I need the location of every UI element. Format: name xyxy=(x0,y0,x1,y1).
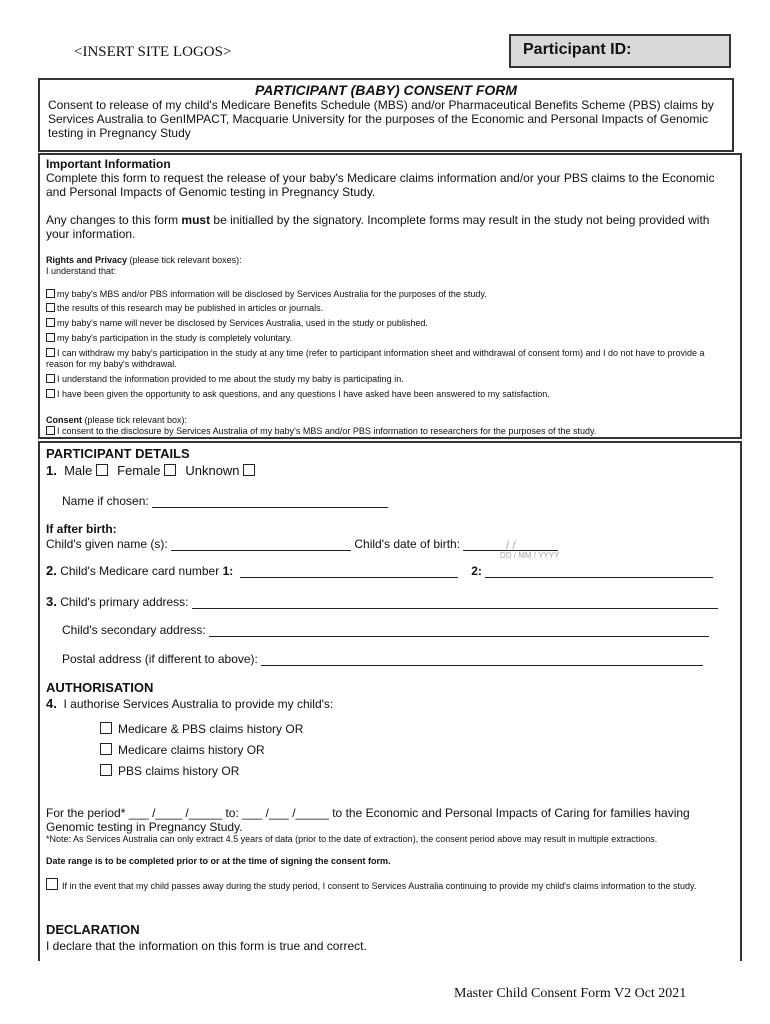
intro-text: Consent to release of my child's Medicare Benefits Schedule (MBS) and/or Pharmaceutical Benefits Scheme (PBS) claims by Services Australia to GenIMPACT, Macquarie University for the purposes of the Economic and Personal Impacts of Genomic testing in Pregnancy Study xyxy=(48,98,714,140)
gender-row: 1. Male Female Unknown xyxy=(46,463,257,478)
auth-option-checkbox[interactable] xyxy=(100,764,112,776)
secondary-address-field[interactable] xyxy=(209,624,709,637)
name-if-chosen-field[interactable] xyxy=(152,495,388,508)
given-name-row: Child's given name (s): Child's date of birth: / / xyxy=(46,537,558,551)
participant-id-label: Participant ID: xyxy=(523,41,632,58)
male-checkbox[interactable] xyxy=(96,464,108,476)
details-heading: PARTICIPANT DETAILS xyxy=(46,446,190,461)
female-checkbox[interactable] xyxy=(164,464,176,476)
rights-checkbox[interactable] xyxy=(46,303,55,312)
given-name-field[interactable] xyxy=(171,538,351,551)
auth-option-row: PBS claims history OR xyxy=(100,764,239,778)
rights-item: I understand the information provided to me about the study my baby is participating in. xyxy=(46,374,726,385)
if-after-birth: If after birth: xyxy=(46,522,117,536)
period-text: For the period* ___ /____ /_____ to: ___ /___ /_____ to the Economic and Personal Impacts of Caring for families having Genomic testing in Pregnancy Study. xyxy=(46,806,690,834)
period-note: *Note: As Services Australia can only extract 4.5 years of data (prior to the date of extraction), the consent period above may result in multiple extractions. xyxy=(46,834,658,844)
rights-checkbox[interactable] xyxy=(46,374,55,383)
rights-understand: I understand that: xyxy=(46,266,117,276)
rights-checkbox[interactable] xyxy=(46,333,55,342)
important-para1: Complete this form to request the release of your baby's Medicare claims information and/or your PBS claims to the Economic and Personal Impacts of Genomic testing in Pregnancy Study. xyxy=(46,171,715,199)
dob-field[interactable]: / / xyxy=(463,538,558,551)
medicare-row: 2. Child's Medicare card number 1: 2: xyxy=(46,564,713,578)
auth-option-checkbox[interactable] xyxy=(100,743,112,755)
dob-hint: DD / MM / YYYY xyxy=(500,551,560,560)
auth-option-row: Medicare & PBS claims history OR xyxy=(100,722,303,736)
secondary-address-row: Child's secondary address: xyxy=(62,623,709,637)
name-if-chosen-row: Name if chosen: xyxy=(62,494,388,508)
rights-checkbox[interactable] xyxy=(46,348,55,357)
consent-heading: Consent (please tick relevant box): xyxy=(46,415,188,425)
declaration-heading: DECLARATION xyxy=(46,922,140,937)
death-consent-item: If in the event that my child passes away during the study period, I consent to Services Australia continuing to provide my child's claims information to the study. xyxy=(46,878,726,892)
rights-item: my baby's participation in the study is completely voluntary. xyxy=(46,333,726,344)
site-logos-placeholder: <INSERT SITE LOGOS> xyxy=(74,44,232,60)
date-range-note: Date range is to be completed prior to or at the time of signing the consent form. xyxy=(46,856,391,866)
important-para2: Any changes to this form must be initialled by the signatory. Incomplete forms may result in the study not being provided with your information. xyxy=(46,213,710,241)
participant-id-box[interactable] xyxy=(509,34,731,68)
rights-checkbox[interactable] xyxy=(46,389,55,398)
medicare-card-1-field[interactable] xyxy=(240,565,458,578)
death-consent-checkbox[interactable] xyxy=(46,878,58,890)
rights-item: my baby's MBS and/or PBS information will be disclosed by Services Australia for the purposes of the study. xyxy=(46,289,726,300)
unknown-checkbox[interactable] xyxy=(243,464,255,476)
primary-address-field[interactable] xyxy=(192,596,718,609)
declaration-text: I declare that the information on this form is true and correct. xyxy=(46,939,367,953)
rights-item: I can withdraw my baby's participation in the study at any time (refer to participant information sheet and withdrawal of consent form) and I do not have to provide a reason for my baby's withdrawal. xyxy=(46,348,705,369)
rights-item: the results of this research may be published in articles or journals. xyxy=(46,303,726,314)
rights-heading: Rights and Privacy (please tick relevant boxes): xyxy=(46,255,242,265)
postal-address-row: Postal address (if different to above): xyxy=(62,652,703,666)
auth-option-checkbox[interactable] xyxy=(100,722,112,734)
postal-address-field[interactable] xyxy=(261,653,703,666)
footer-version: Master Child Consent Form V2 Oct 2021 xyxy=(454,986,687,1001)
primary-address-row: 3. Child's primary address: xyxy=(46,595,718,609)
form-title: PARTICIPANT (BABY) CONSENT FORM xyxy=(254,82,518,98)
rights-checkbox[interactable] xyxy=(46,318,55,327)
consent-checkbox[interactable] xyxy=(46,426,55,435)
authorisation-heading: AUTHORISATION xyxy=(46,680,154,695)
consent-item: I consent to the disclosure by Services Australia of my baby's MBS and/or PBS information to researchers for the purposes of the study. xyxy=(46,426,736,437)
rights-item: my baby's name will never be disclosed by Services Australia, used in the study or published. xyxy=(46,318,726,329)
auth-option-row: Medicare claims history OR xyxy=(100,743,265,757)
medicare-card-2-field[interactable] xyxy=(485,565,713,578)
rights-item: I have been given the opportunity to ask questions, and any questions I have asked have been answered to my satisfaction. xyxy=(46,389,726,400)
rights-checkbox[interactable] xyxy=(46,289,55,298)
authorise-row: 4. I authorise Services Australia to provide my child's: xyxy=(46,696,334,711)
important-heading: Important Information xyxy=(46,157,171,171)
